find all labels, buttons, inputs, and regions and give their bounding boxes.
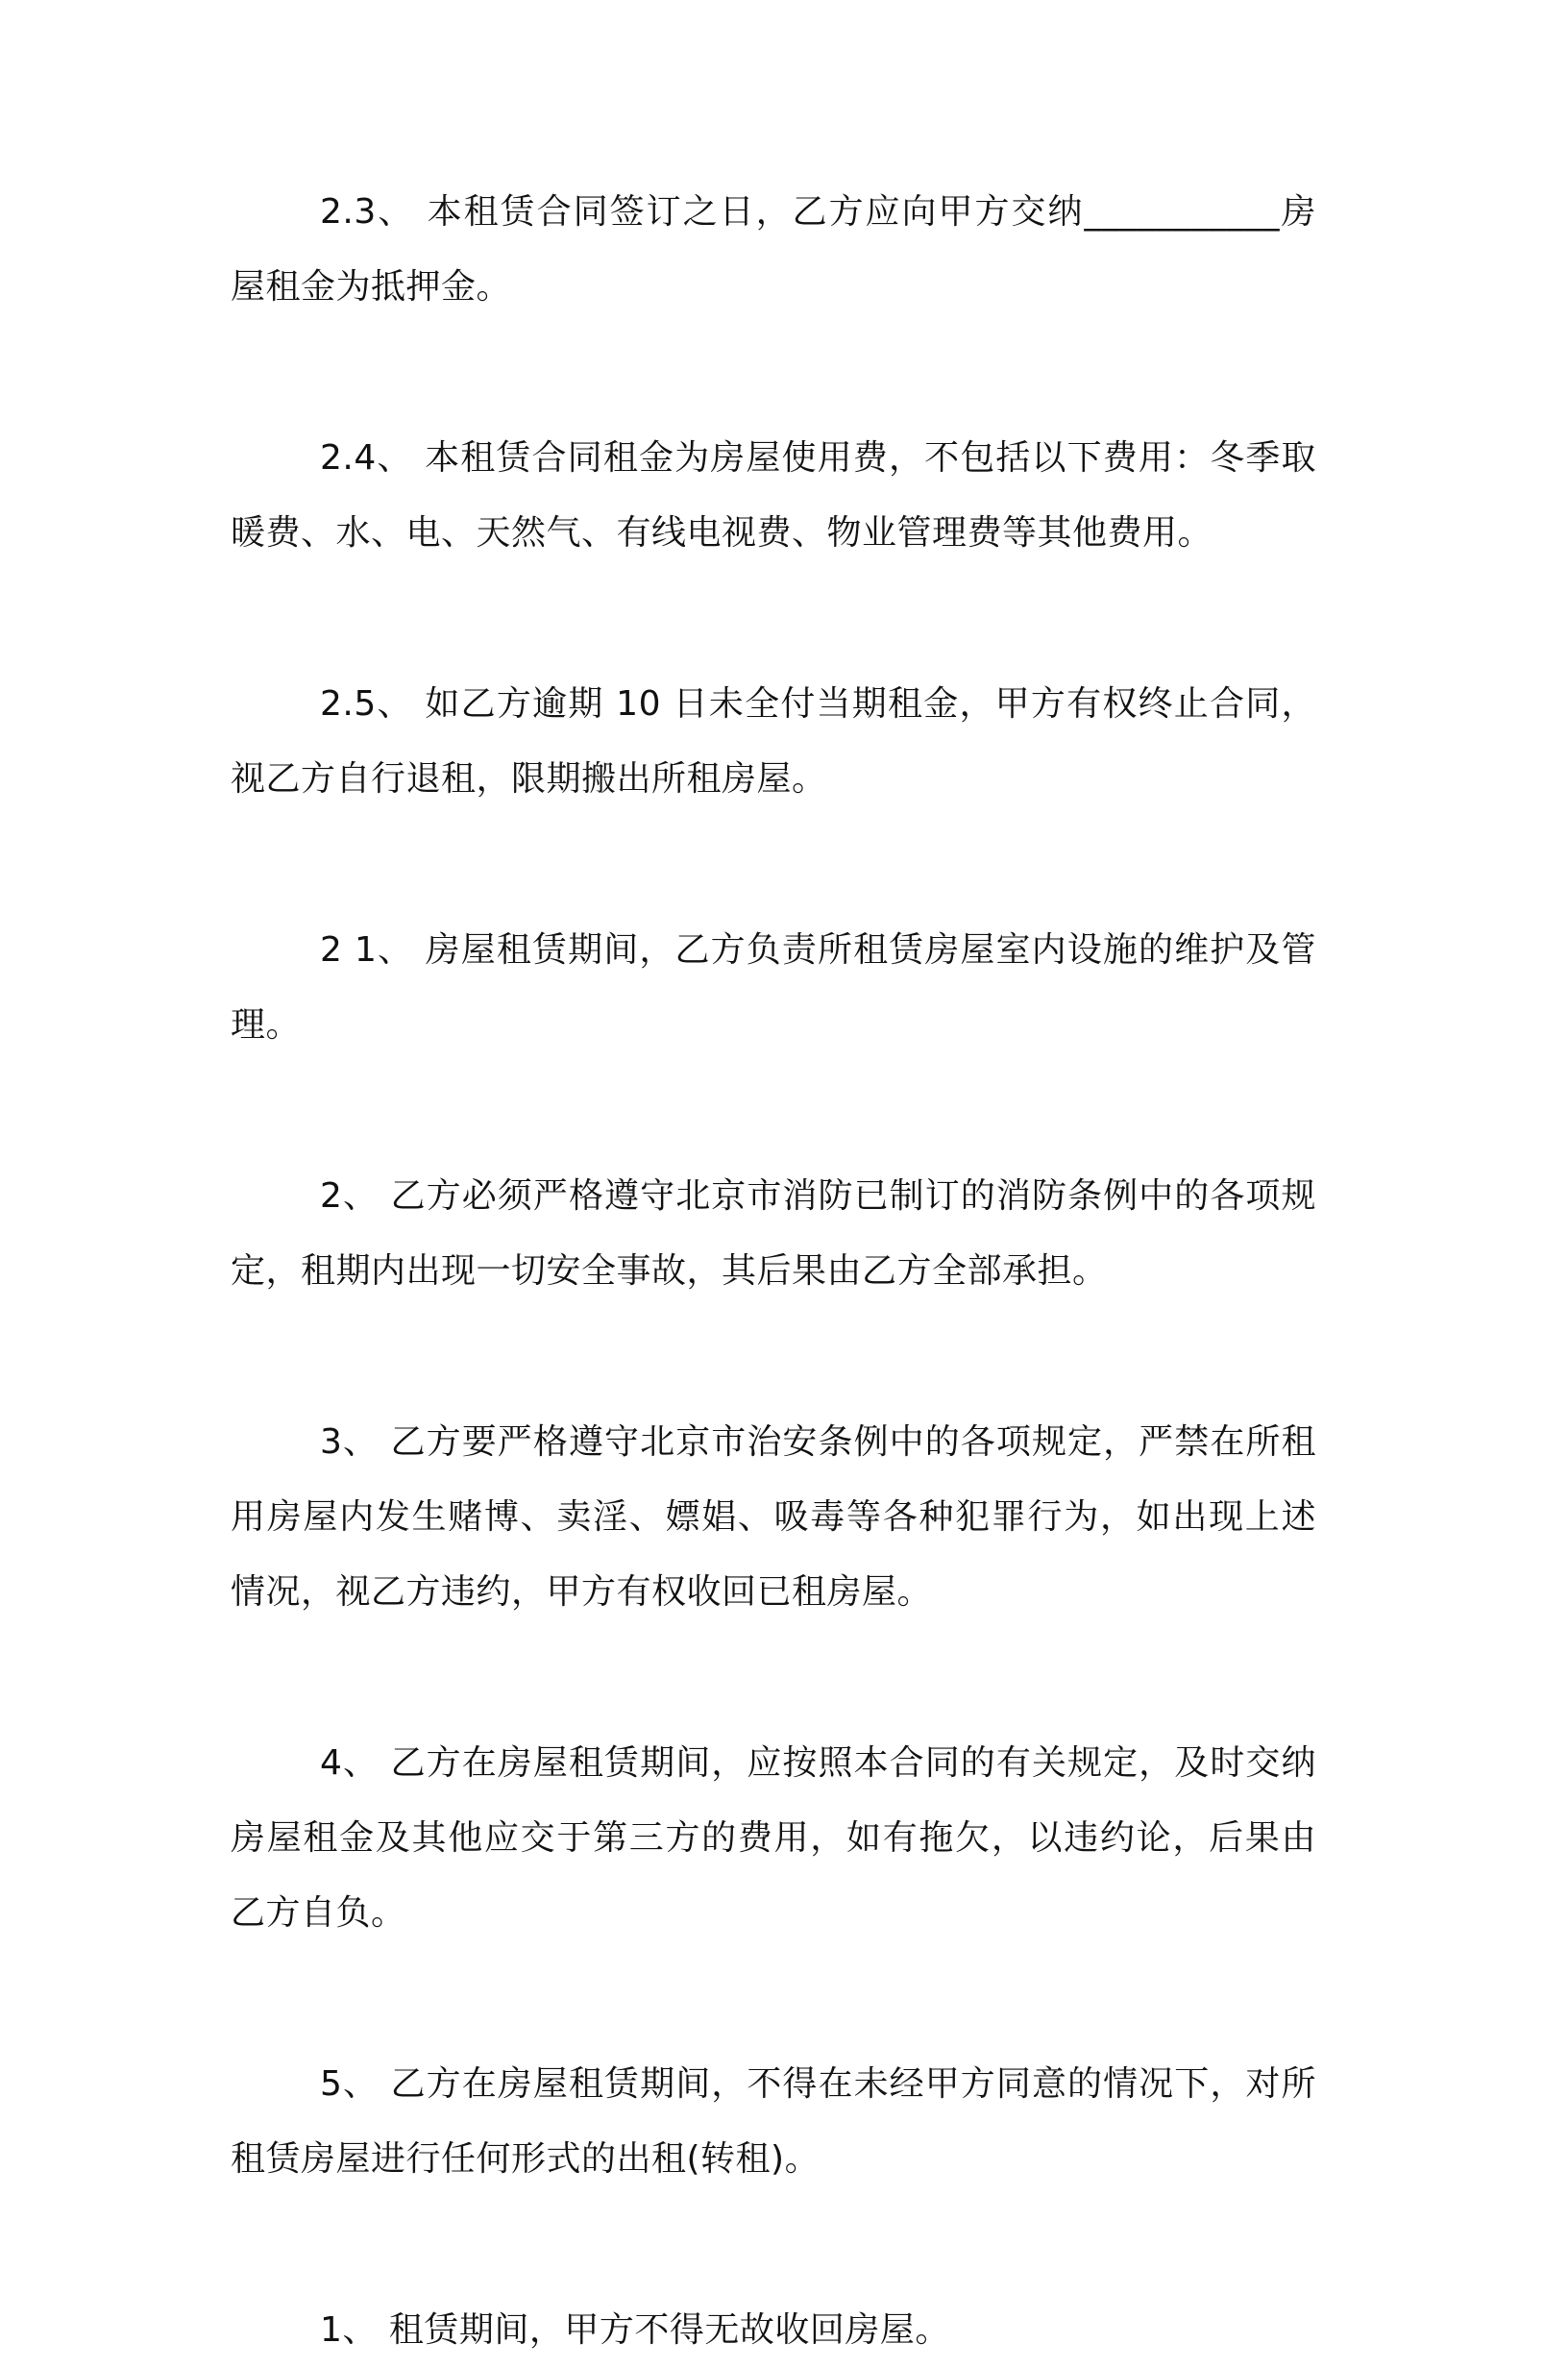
clause-2-3: 2.3、 本租赁合同签订之日，乙方应向甲方交纳___________房屋租金为抵押金。	[231, 192, 1316, 307]
clause-3-public-security: 3、 乙方要严格遵守北京市治安条例中的各项规定，严禁在所租用房屋内发生赌博、卖淫、嫖娼、吸毒等各种犯罪行为，如出现上述情况，视乙方违约，甲方有权收回已租房屋。	[231, 1422, 1316, 1612]
clause-2-1-maintenance: 2 1、 房屋租赁期间，乙方负责所租赁房屋室内设施的维护及管理。	[231, 930, 1316, 1045]
clause-2-4: 2.4、 本租赁合同租金为房屋使用费，不包括以下费用：冬季取暖费、水、电、天然气、有线电视费、物业管理费等其他费用。	[231, 438, 1316, 553]
clause-1-lessor-obligation: 1、 租赁期间，甲方不得无故收回房屋。	[320, 2310, 950, 2350]
clause-4-payments: 4、 乙方在房屋租赁期间，应按照本合同的有关规定，及时交纳房屋租金及其他应交于第三方的费用，如有拖欠，以违约论，后果由乙方自负。	[231, 1743, 1316, 1933]
clause-2-fire-safety: 2、 乙方必须严格遵守北京市消防已制订的消防条例中的各项规定，租期内出现一切安全事故，其后果由乙方全部承担。	[231, 1176, 1316, 1291]
document-body	[231, 175, 1316, 2368]
clause-5-sublet: 5、 乙方在房屋租赁期间，不得在未经甲方同意的情况下，对所租赁房屋进行任何形式的出租(转租)。	[231, 2064, 1316, 2179]
clause-2-5: 2.5、 如乙方逾期 10 日未全付当期租金，甲方有权终止合同，视乙方自行退租，限期搬出所租房屋。	[231, 684, 1316, 799]
